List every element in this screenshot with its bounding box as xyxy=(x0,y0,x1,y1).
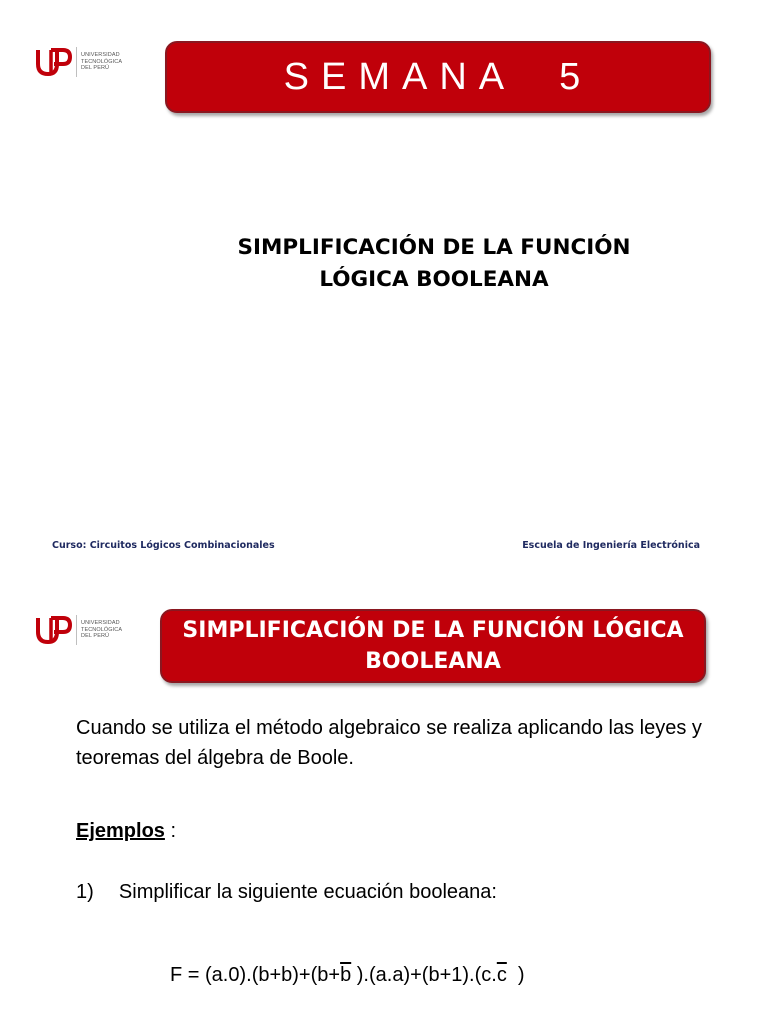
examples-label: Ejemplos xyxy=(76,820,165,842)
formula-part-1: F = (a.0).(b+b)+(b+ xyxy=(170,964,341,986)
logo-line-1: UNIVERSIDAD xyxy=(81,52,120,59)
examples-colon: : xyxy=(164,820,177,842)
logo-line-3: DEL PERÚ xyxy=(81,65,110,72)
logo-line-2: TECNOLÓGICA xyxy=(81,626,123,633)
utp-logo xyxy=(35,47,122,77)
utp-logo-icon xyxy=(35,47,73,77)
slide-title-line-2: LÓGICA BOOLEANA xyxy=(319,267,549,292)
formula-part-3: ) xyxy=(506,964,525,986)
formula-negated-b: $\overline{b}$ xyxy=(340,964,352,986)
slide-title-line-1: SIMPLIFICACIÓN DE LA FUNCIÓN xyxy=(237,235,631,260)
example-item-text: Simplificar la siguiente ecuación booleana: xyxy=(118,881,497,903)
logo-divider xyxy=(76,47,77,77)
logo-text xyxy=(81,620,122,640)
example-item-number: 1) xyxy=(76,881,94,903)
formula-part-2: ).(a.a)+(b+1).(c. xyxy=(351,964,497,986)
logo-text xyxy=(81,52,122,72)
week-banner xyxy=(165,41,711,113)
example-item-1 xyxy=(76,877,497,907)
logo-line-3: DEL PERÚ xyxy=(81,633,110,640)
utp-logo xyxy=(35,615,122,645)
boolean-formula xyxy=(170,960,525,990)
week-banner-text: SEMANA 5 xyxy=(283,55,593,98)
slide-title xyxy=(184,232,684,296)
slide-2 xyxy=(0,580,768,1024)
school-footer: Escuela de Ingeniería Electrónica xyxy=(522,540,700,551)
intro-paragraph: Cuando se utiliza el método algebraico se realiza aplicando las leyes y teoremas del álgebra de Boole. xyxy=(76,717,702,769)
formula-negated-c: $\overline{c}$ xyxy=(496,964,507,986)
examples-heading xyxy=(76,816,176,846)
logo-line-1: UNIVERSIDAD xyxy=(81,620,120,627)
topic-banner-text: SIMPLIFICACIÓN DE LA FUNCIÓN LÓGICA BOOLEANA xyxy=(182,618,684,674)
course-footer: Curso: Circuitos Lógicos Combinacionales xyxy=(52,540,275,551)
utp-logo-icon xyxy=(35,615,73,645)
logo-divider xyxy=(76,615,77,645)
topic-banner xyxy=(160,609,706,683)
logo-line-2: TECNOLÓGICA xyxy=(81,58,123,65)
